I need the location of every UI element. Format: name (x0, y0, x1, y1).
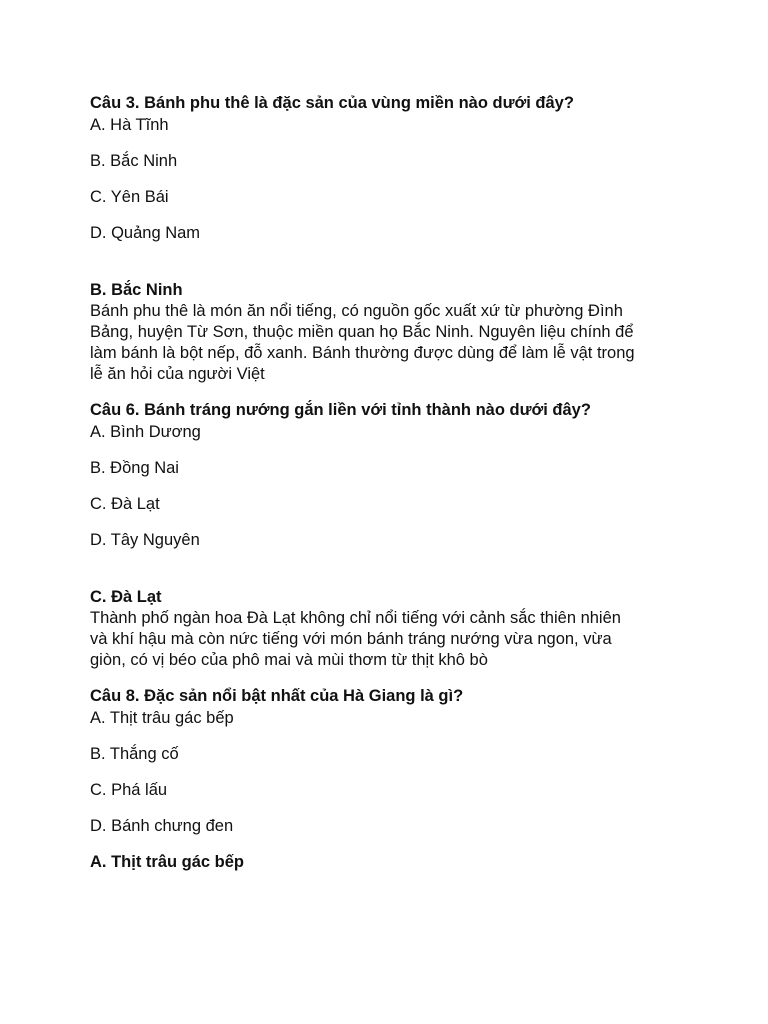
question-block (90, 92, 690, 399)
option-b: B. Đồng Nai (90, 459, 179, 477)
document-page (90, 92, 690, 873)
explanation-line: Thành phố ngàn hoa Đà Lạt không chỉ nổi tiếng với cảnh sắc thiên nhiên (90, 609, 621, 627)
question-title: Câu 8. Đặc sản nổi bật nhất của Hà Giang là gì? (90, 687, 464, 705)
question-title: Câu 6. Bánh tráng nướng gắn liền với tỉnh thành nào dưới đây? (90, 401, 591, 419)
explanation-line: lễ ăn hỏi của người Việt (90, 365, 265, 383)
answer: B. Bắc Ninh (90, 281, 183, 299)
option-a: A. Hà Tĩnh (90, 116, 169, 134)
question-block (90, 399, 690, 685)
explanation-line: và khí hậu mà còn nức tiếng với món bánh tráng nướng vừa ngon, vừa (90, 630, 612, 648)
explanation-line: làm bánh là bột nếp, đỗ xanh. Bánh thường được dùng để làm lễ vật trong (90, 344, 635, 362)
answer: C. Đà Lạt (90, 588, 162, 606)
option-a: A. Bình Dương (90, 423, 201, 441)
explanation-line: Bánh phu thê là món ăn nổi tiếng, có nguồn gốc xuất xứ từ phường Đình (90, 302, 623, 320)
question-block (90, 685, 690, 873)
option-c: C. Đà Lạt (90, 495, 160, 513)
option-a: A. Thịt trâu gác bếp (90, 709, 234, 727)
explanation-line: Bảng, huyện Từ Sơn, thuộc miền quan họ Bắc Ninh. Nguyên liệu chính để (90, 323, 634, 341)
explanation-line: giòn, có vị béo của phô mai và mùi thơm từ thịt khô bò (90, 651, 488, 669)
option-d: D. Quảng Nam (90, 224, 201, 242)
option-b: B. Thắng cố (90, 745, 179, 763)
option-c: C. Phá lấu (90, 781, 168, 799)
question-title: Câu 3. Bánh phu thê là đặc sản của vùng miền nào dưới đây? (90, 94, 574, 112)
option-c: C. Yên Bái (90, 188, 169, 206)
answer: A. Thịt trâu gác bếp (90, 853, 245, 871)
option-d: D. Bánh chưng đen (90, 817, 234, 835)
option-d: D. Tây Nguyên (90, 531, 200, 549)
option-b: B. Bắc Ninh (90, 152, 178, 170)
